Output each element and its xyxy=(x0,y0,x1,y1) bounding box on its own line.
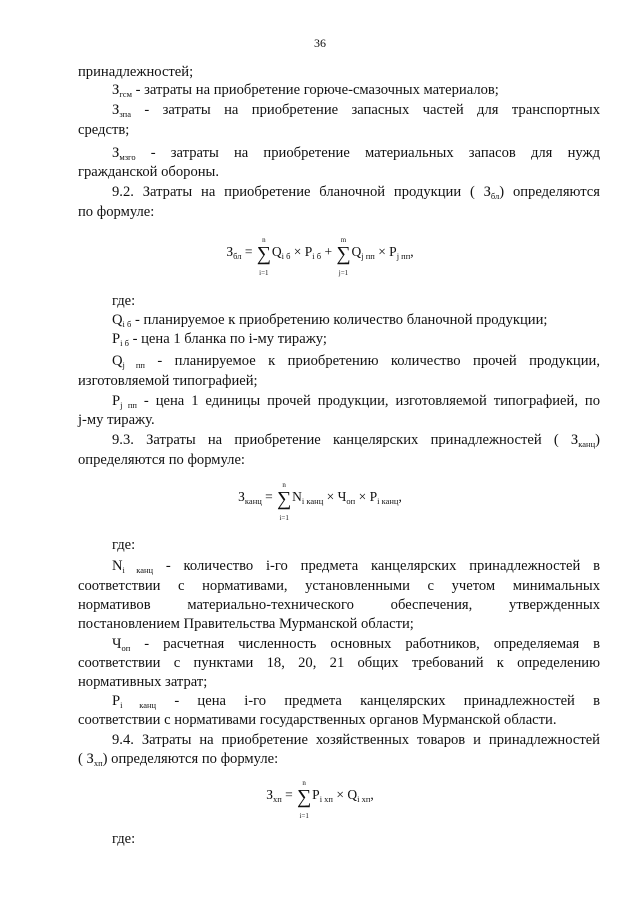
subscript: канц xyxy=(578,439,596,449)
text: где: xyxy=(112,831,136,847)
subscript: j пп xyxy=(122,360,145,370)
definition-line xyxy=(112,311,600,329)
definition-line xyxy=(112,352,600,370)
subscript: i канц xyxy=(377,496,399,506)
text: - планируемое к приобретению количество прочей продукции, xyxy=(144,353,600,369)
definition-line xyxy=(112,692,600,710)
sum-upper-limit: n xyxy=(302,779,306,787)
text-line xyxy=(78,596,600,614)
sum-symbol: ∑ m j=1 xyxy=(335,243,351,266)
formula-symbol: × P xyxy=(374,244,397,259)
sum-upper-limit: n xyxy=(262,236,266,244)
sum-lower-limit: i=1 xyxy=(259,269,269,277)
formula-operator: = xyxy=(281,787,297,802)
formula-operator: + xyxy=(321,244,336,259)
text-line xyxy=(78,372,600,390)
sum-lower-limit: i=1 xyxy=(279,514,289,522)
text-line xyxy=(78,615,600,633)
text: ( З xyxy=(78,751,94,767)
formula-household-goods xyxy=(0,779,640,820)
formula-symbol: N xyxy=(292,489,302,504)
formula-symbol: Q xyxy=(351,244,362,259)
sum-lower-limit: i=1 xyxy=(299,812,309,820)
text: где: xyxy=(112,293,136,309)
text: соответствии с нормативами, установленными с учетом минимальных xyxy=(78,578,600,594)
symbol: N xyxy=(112,558,123,574)
section-heading-line xyxy=(112,431,600,449)
subscript: i канц xyxy=(120,700,157,710)
definition-line xyxy=(112,557,600,575)
subscript: j пп xyxy=(396,251,411,261)
section-heading-line xyxy=(112,183,600,201)
formula-operator: , xyxy=(410,244,414,259)
text: - планируемое к приобретению количество бланочной продукции; xyxy=(131,312,548,328)
subscript: j пп xyxy=(120,400,137,410)
subscript: оп xyxy=(346,496,356,506)
symbol: P xyxy=(112,693,121,709)
page-number: 36 xyxy=(314,36,326,50)
subscript: канц xyxy=(244,496,262,506)
text-line xyxy=(78,121,600,139)
text: нормативных затрат; xyxy=(78,674,208,690)
definition-line xyxy=(112,635,600,653)
text-line xyxy=(78,451,600,469)
subscript: бл xyxy=(490,191,500,201)
where-label xyxy=(112,830,600,848)
sum-symbol: ∑ n i=1 xyxy=(296,786,312,809)
text-line xyxy=(78,63,600,81)
definition-line xyxy=(112,144,600,162)
formula-symbol: З xyxy=(226,244,234,259)
formula-operator: , xyxy=(398,489,402,504)
symbol: Q xyxy=(112,353,123,369)
text: изготовляемой типографией; xyxy=(78,373,258,389)
subscript: бл xyxy=(233,251,242,261)
text-line xyxy=(78,673,600,691)
symbol: Q xyxy=(112,312,123,328)
subscript: i хп xyxy=(319,794,333,804)
subscript: хп xyxy=(93,758,103,768)
formula-symbol: × Ч xyxy=(323,489,347,504)
text: гражданской обороны. xyxy=(78,164,220,180)
formula-symbol: Q xyxy=(271,244,282,259)
text: 9.3. Затраты на приобретение канцелярских принадлежностей ( З xyxy=(112,432,579,448)
sum-upper-limit: n xyxy=(282,481,286,489)
symbol: З xyxy=(112,102,120,118)
section-heading-line xyxy=(112,731,600,749)
text: j-му тиражу. xyxy=(78,412,155,428)
symbol: З xyxy=(112,145,120,161)
text: - цена i-го предмета канцелярских принадлежностей в xyxy=(156,693,600,709)
subscript: i канц xyxy=(301,496,324,506)
definition-line xyxy=(112,392,600,410)
formula-blank-products xyxy=(0,236,640,277)
formula-operator: = xyxy=(241,244,256,259)
formula-symbol: P xyxy=(312,787,320,802)
text: - расчетная численность основных работников, определяемая в xyxy=(130,636,600,652)
formula-symbol: З xyxy=(266,787,273,802)
text: - затраты на приобретение запасных частей для транспортных xyxy=(131,102,600,118)
where-label xyxy=(112,292,600,310)
text: соответствии с нормативами государственных органов Мурманской области. xyxy=(78,712,557,728)
subscript: i хп xyxy=(357,794,371,804)
text: - затраты на приобретение горюче-смазочных материалов; xyxy=(131,82,499,98)
formula-operator: = xyxy=(261,489,277,504)
text: ) определяются по формуле: xyxy=(102,751,279,767)
subscript: i б xyxy=(312,251,322,261)
text: - цена 1 бланка по i-му тиражу; xyxy=(128,331,327,347)
text: ) определяются xyxy=(499,184,600,200)
text-line xyxy=(78,654,600,672)
text-line xyxy=(78,163,600,181)
text: средств; xyxy=(78,122,130,138)
text: ) xyxy=(595,432,600,448)
symbol: P xyxy=(112,393,121,409)
text-line xyxy=(78,711,600,729)
sum-symbol: ∑ n i=1 xyxy=(276,488,292,511)
text: - цена 1 единицы прочей продукции, изготовляемой типографией, по xyxy=(137,393,600,409)
text: - количество i-го предмета канцелярских принадлежностей в xyxy=(153,558,600,574)
subscript: мзго xyxy=(119,152,136,162)
formula-symbol: × P xyxy=(355,489,378,504)
formula-operator: , xyxy=(370,787,374,802)
formula-symbol: × P xyxy=(290,244,313,259)
text-line xyxy=(78,203,600,221)
text: где: xyxy=(112,537,136,553)
text: соответствии с пунктами 18, 20, 21 общих требований к определению xyxy=(78,655,600,671)
subscript: i б xyxy=(281,251,291,261)
formula-office-supplies xyxy=(0,481,640,522)
text: 9.2. Затраты на приобретение бланочной продукции ( З xyxy=(112,184,491,200)
text-line xyxy=(78,577,600,595)
subscript: зпа xyxy=(119,109,131,119)
text: по формуле: xyxy=(78,204,155,220)
text: постановлением Правительства Мурманской области; xyxy=(78,616,414,632)
sum-lower-limit: j=1 xyxy=(338,269,349,277)
subscript: i б xyxy=(122,319,132,329)
text-line xyxy=(78,411,600,429)
subscript: i б xyxy=(120,338,129,348)
text-line xyxy=(78,750,600,768)
formula-symbol: З xyxy=(238,489,245,504)
subscript: i канц xyxy=(122,565,154,575)
symbol: З xyxy=(112,82,120,98)
subscript: оп xyxy=(121,643,131,653)
subscript: гсм xyxy=(119,89,132,99)
definition-line xyxy=(112,81,600,99)
where-label xyxy=(112,536,600,554)
symbol: Ч xyxy=(112,636,122,652)
formula-symbol: × Q xyxy=(332,787,358,802)
sum-upper-limit: m xyxy=(340,236,347,244)
text: определяются по формуле: xyxy=(78,452,245,468)
definition-line xyxy=(112,330,600,348)
definition-line xyxy=(112,101,600,119)
symbol: P xyxy=(112,331,121,347)
subscript: хп xyxy=(272,794,282,804)
text: - затраты на приобретение материальных запасов для нужд xyxy=(135,145,600,161)
sum-symbol: ∑ n i=1 xyxy=(256,243,272,266)
subscript: j пп xyxy=(361,251,375,261)
text: принадлежностей; xyxy=(78,64,194,80)
text: 9.4. Затраты на приобретение хозяйственных товаров и принадлежностей xyxy=(112,732,600,748)
text: нормативов материально-технического обеспечения, утвержденных xyxy=(78,597,600,613)
